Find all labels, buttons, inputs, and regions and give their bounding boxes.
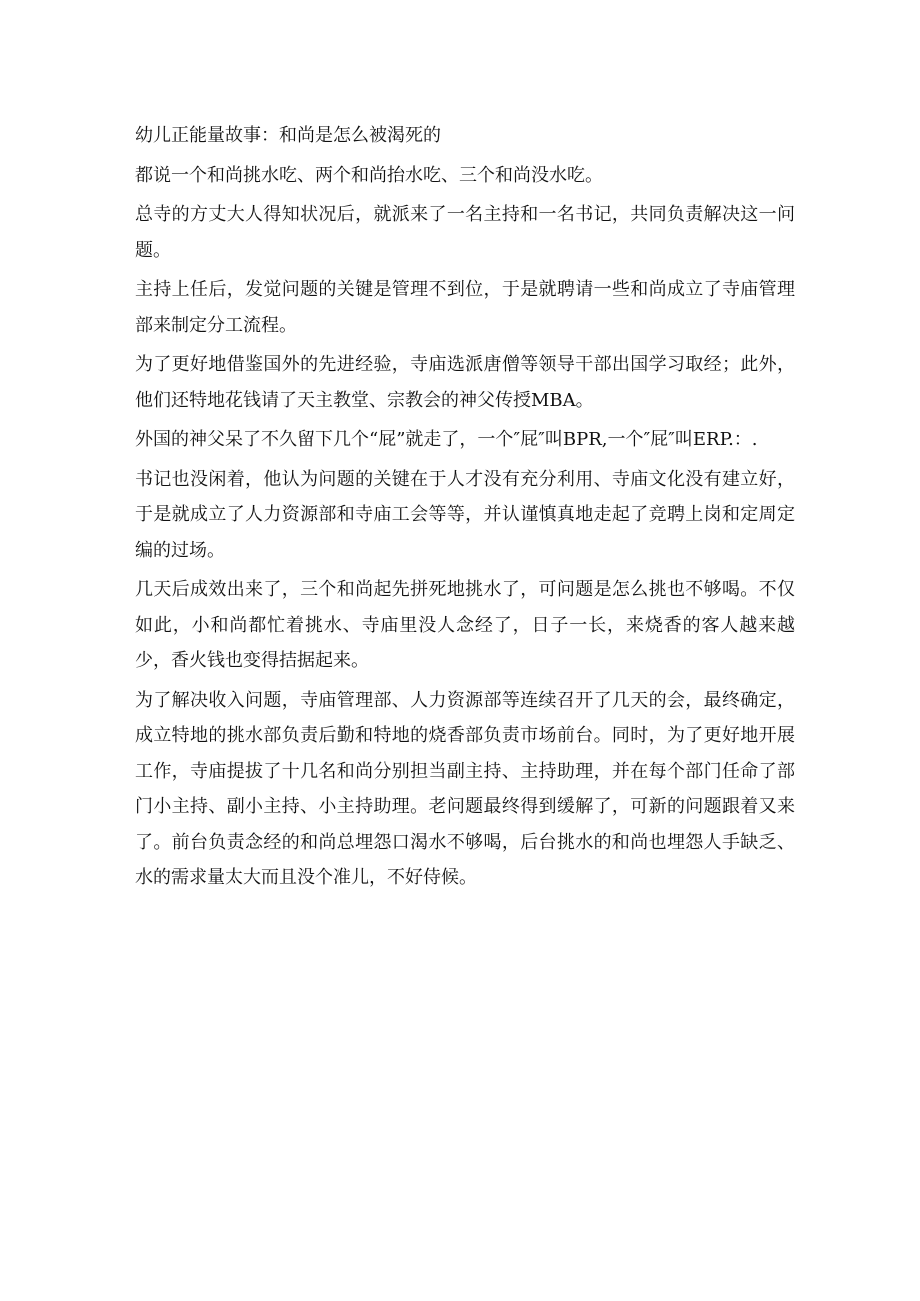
paragraph-7: 几天后成效出来了，三个和尚起先拼死地挑水了，可问题是怎么挑也不够喝。不仅如此，小和尚都忙着挑水、寺庙里没人念经了，日子一长，来烧香的客人越来越少，香火钱也变得拮据起来。 (135, 579, 795, 671)
document-title: 幼儿正能量故事：和尚是怎么被渴死的 (135, 125, 441, 146)
paragraph-8: 为了解决收入问题，寺庙管理部、人力资源部等连续召开了几天的会，最终确定，成立特地的挑水部负责后勤和特地的烧香部负责市场前台。同时，为了更好地开展工作，寺庙提拔了十几名和尚分别担当副主持、主持助理，并在每个部门任命了部门小主持、副小主持、小主持助理。老问题最终得到缓解了，可新的问题跟着又来了。前台负责念经的和尚总埋怨口渴水不够喝，后台挑水的和尚也埋怨人手缺乏、水的需求量太大而且没个准儿，不好侍候。 (135, 689, 795, 888)
paragraph-2: 总寺的方丈大人得知状况后，就派来了一名主持和一名书记，共同负责解决这一问题。 (135, 204, 795, 261)
paragraph-4: 为了更好地借鉴国外的先进经验，寺庙选派唐僧等领导干部出国学习取经；此外，他们还特地花钱请了天主教堂、宗教会的神父传授MBA。 (135, 354, 795, 411)
paragraph-6: 书记也没闲着，他认为问题的关键在于人才没有充分利用、寺庙文化没有建立好，于是就成立了人力资源部和寺庙工会等等，并认谨慎真地走起了竞聘上岗和定周定编的过场。 (135, 468, 795, 561)
paragraph-5: 外国的神父呆了不久留下几个“屁”就走了，一个″屁″叫BPR,一个″屁″叫ERP.：. (135, 429, 758, 450)
document-body (135, 118, 795, 900)
paragraph-1: 都说一个和尚挑水吃、两个和尚抬水吃、三个和尚没水吃。 (135, 164, 603, 186)
paragraph-3: 主持上任后，发觉问题的关键是管理不到位，于是就聘请一些和尚成立了寺庙管理部来制定分工流程。 (135, 279, 795, 336)
